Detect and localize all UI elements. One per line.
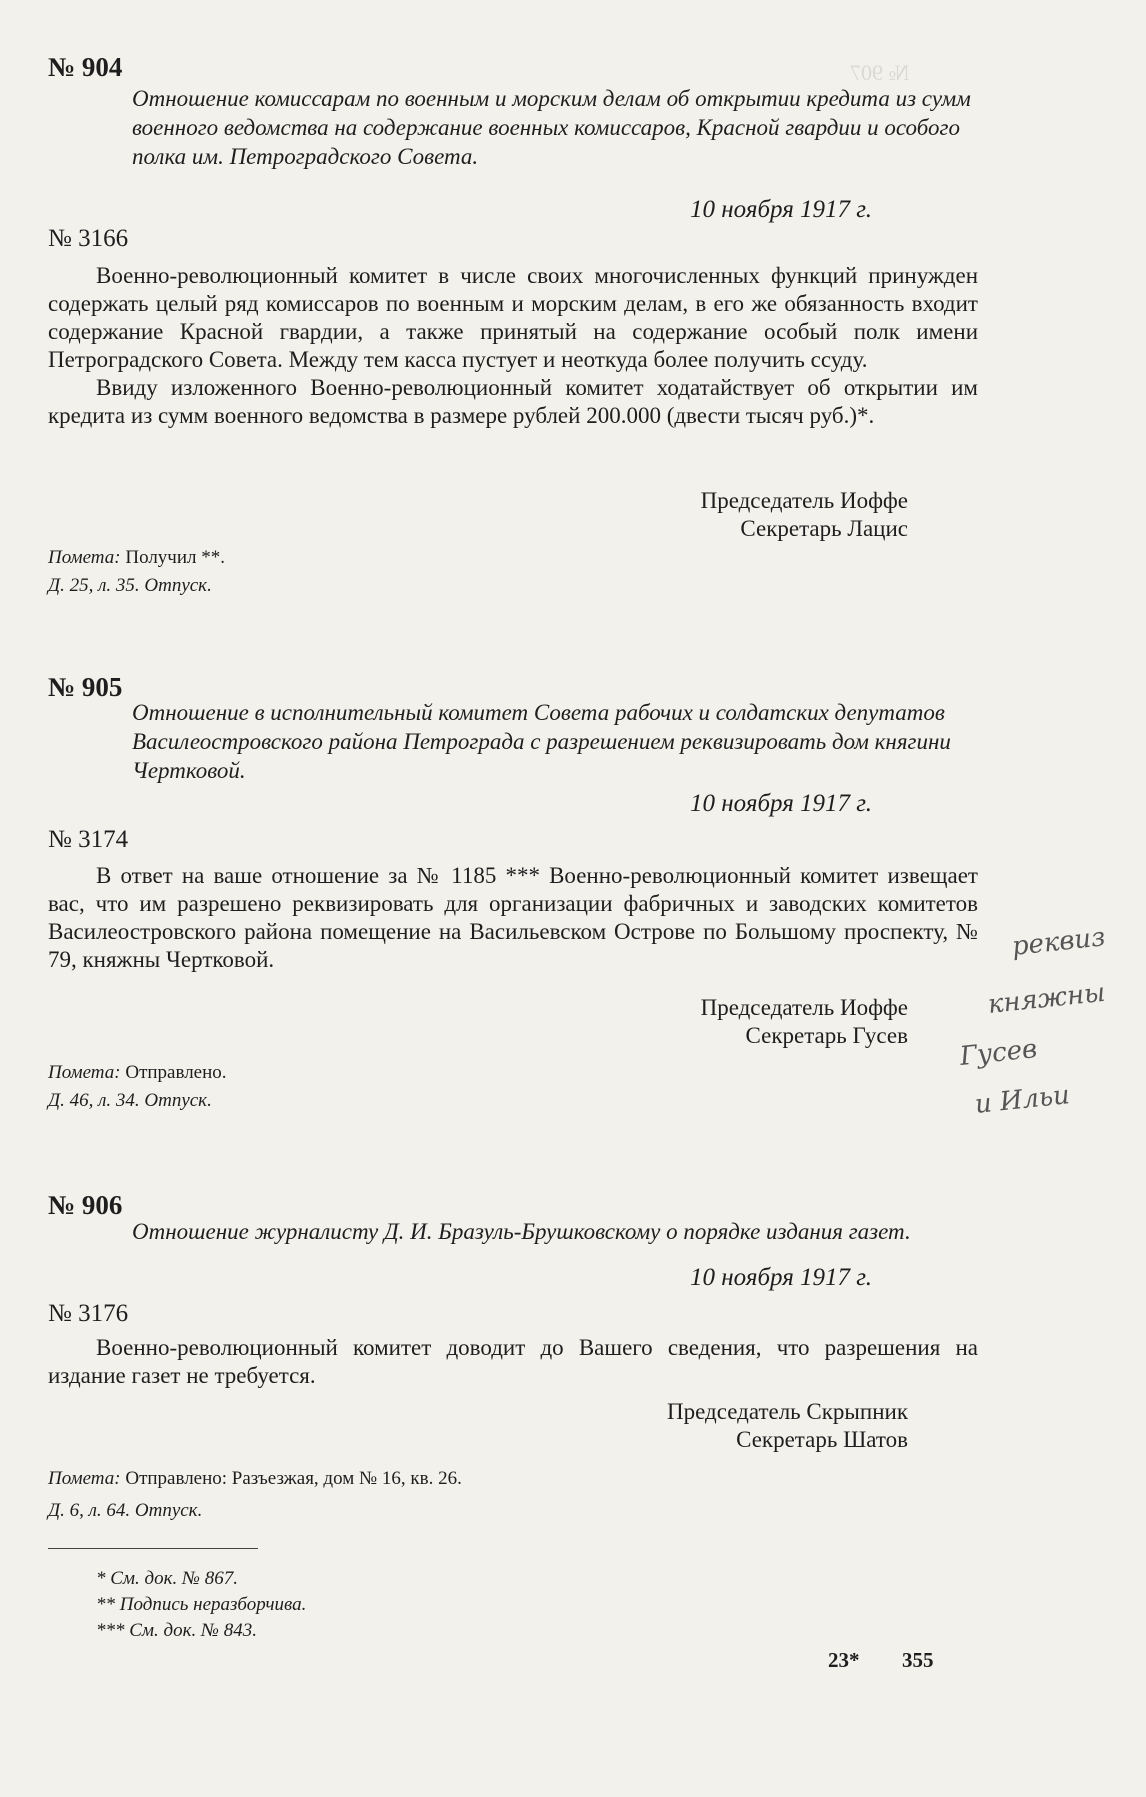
signature-mark: 23* — [828, 1648, 860, 1672]
doc-905-archive-ref: Д. 46, л. 34. Отпуск. — [48, 1090, 212, 1111]
doc-906-body — [48, 1334, 978, 1390]
doc-904-number: № 904 — [48, 52, 123, 82]
paragraph: Ввиду изложенного Военно-революционный комитет ходатайствует об открытии им кредита из сумм военного ведомства в размере рублей 200.000 (двести тысяч руб.)*. — [48, 375, 978, 428]
footnote: ** Подпись неразборчива. — [96, 1594, 307, 1615]
note-label: Помета: — [48, 1468, 121, 1489]
paragraph: Военно-революционный комитет в числе своих многочисленных функций принужден содержать целый ряд комиссаров по военным и морским делам, в его же обязанность входит содержание Красной гвардии, а также принятый на содержание особый полк имени Петроградского Совета. Между тем касса пустует и неоткуда более получить ссуду. — [48, 263, 978, 372]
doc-905-number: № 905 — [48, 672, 123, 702]
note-label: Помета: — [48, 1062, 121, 1083]
doc-905-body — [48, 862, 978, 974]
doc-904-archive-ref: Д. 25, л. 35. Отпуск. — [48, 575, 212, 596]
doc-904-body — [48, 262, 978, 430]
doc-906-signature-secretary: Секретарь Шатов — [736, 1427, 908, 1452]
bleed-through: № 907 — [850, 60, 910, 85]
handwritten-note: Гусев — [958, 1033, 1039, 1072]
handwritten-note: реквиз — [1010, 922, 1107, 962]
doc-906-archive-ref: Д. 6, л. 64. Отпуск. — [48, 1500, 203, 1521]
page-number: 355 — [902, 1648, 934, 1672]
paragraph: Военно-революционный комитет доводит до Вашего сведения, что разрешения на издание газет не требуется. — [48, 1335, 978, 1388]
doc-906-note — [48, 1468, 462, 1490]
handwritten-note: княжны — [986, 977, 1107, 1020]
doc-906-date: 10 ноября 1917 г. — [690, 1264, 872, 1291]
note-text: Получил **. — [125, 547, 226, 568]
doc-905-reg-number: № 3174 — [48, 826, 129, 853]
doc-906-reg-number: № 3176 — [48, 1300, 129, 1327]
doc-905-signature-chair: Председатель Иоффе — [700, 995, 908, 1020]
doc-904-note — [48, 547, 225, 569]
paragraph: В ответ на ваше отношение за № 1185 *** Военно-революционный комитет извещает вас, что им разрешено реквизировать для организации фабричных и заводских комитетов Василеостровского района помещение на Васильевском Острове по Большому проспекту, № 79, княжны Чертковой. — [48, 863, 978, 972]
doc-904-signature-secretary: Секретарь Лацис — [740, 516, 908, 541]
note-text: Отправлено. — [125, 1062, 227, 1083]
doc-906-signature-chair: Председатель Скрыпник — [667, 1399, 908, 1424]
doc-906-title: Отношение журналисту Д. И. Бразуль-Брушковскому о порядке издания газет. — [132, 1219, 911, 1244]
doc-905-signature-secretary: Секретарь Гусев — [745, 1023, 908, 1048]
doc-905-date: 10 ноября 1917 г. — [690, 790, 872, 817]
doc-906-number: № 906 — [48, 1190, 123, 1220]
doc-905-note — [48, 1062, 227, 1084]
doc-905-title: Отношение в исполнительный комитет Совета рабочих и солдатских депутатов Василеостровского района Петрограда с разрешением реквизировать дом княгини Чертковой. — [132, 700, 951, 783]
footnote: *** См. док. № 843. — [96, 1620, 257, 1641]
note-text: Отправлено: Разъезжая, дом № 16, кв. 26. — [125, 1468, 462, 1489]
footnote-divider — [48, 1548, 258, 1549]
footnote: * См. док. № 867. — [96, 1568, 238, 1589]
doc-904-signature-chair: Председатель Иоффе — [700, 488, 908, 513]
note-label: Помета: — [48, 547, 121, 568]
handwritten-note: и Ильи — [973, 1080, 1072, 1120]
doc-904-title: Отношение комиссарам по военным и морским делам об открытии кредита из сумм военного ведомства на содержание военных комиссаров, Красной гвардии и особого полка им. Петроградского Совета. — [132, 86, 971, 169]
doc-904-reg-number: № 3166 — [48, 225, 129, 252]
doc-904-date: 10 ноября 1917 г. — [690, 196, 872, 223]
